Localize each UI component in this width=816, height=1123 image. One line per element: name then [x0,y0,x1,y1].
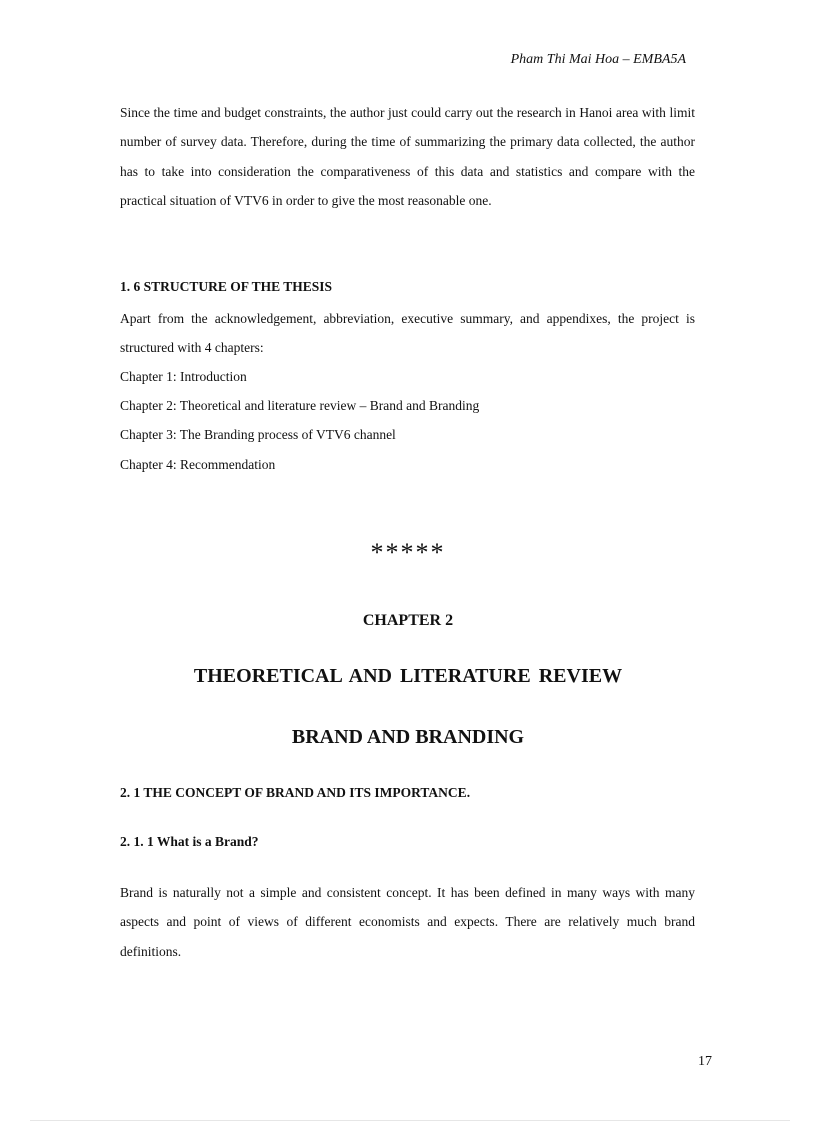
chapter-list-item: Chapter 4: Recommendation [120,457,276,472]
intro-paragraph: Since the time and budget constraints, the author just could carry out the research in Hanoi area with limit number of survey data. Therefore, during the time of summarizing the primary data collected, the author has to take into consideration the comparativeness of this data and statistics and compare with the practical situation of VTV6 in order to give the most reasonable one. [120,105,695,208]
section-heading-1-6: 1. 6 STRUCTURE OF THE THESIS [120,279,333,294]
chapter-label: CHAPTER 2 [362,612,454,629]
structure-paragraph: Apart from the acknowledgement, abbreviation, executive summary, and appendixes, the project is structured with 4 chapters: [120,311,695,356]
chapter-list-item: Chapter 3: The Branding process of VTV6 channel [120,427,396,442]
running-header: Pham Thi Mai Hoa – EMBA5A [510,52,686,67]
page-bottom-divider [30,1120,790,1121]
chapter-subtitle: BRAND AND BRANDING [291,726,525,748]
page-number: 17 [698,1054,712,1069]
brand-paragraph: Brand is naturally not a simple and consistent concept. It has been defined in many ways with many aspects and point of views of different economists and expects. There are relatively much brand definitions. [120,885,695,959]
separator-stars: ***** [370,538,446,567]
section-heading-2-1-1: 2. 1. 1 What is a Brand? [120,834,259,849]
chapter-title: THEORETICAL AND LITERATURE REVIEW [193,665,623,687]
chapter-list-item: Chapter 2: Theoretical and literature review – Brand and Branding [120,398,480,413]
chapter-list-item: Chapter 1: Introduction [120,369,247,384]
section-heading-2-1: 2. 1 THE CONCEPT OF BRAND AND ITS IMPORTANCE. [120,785,471,800]
